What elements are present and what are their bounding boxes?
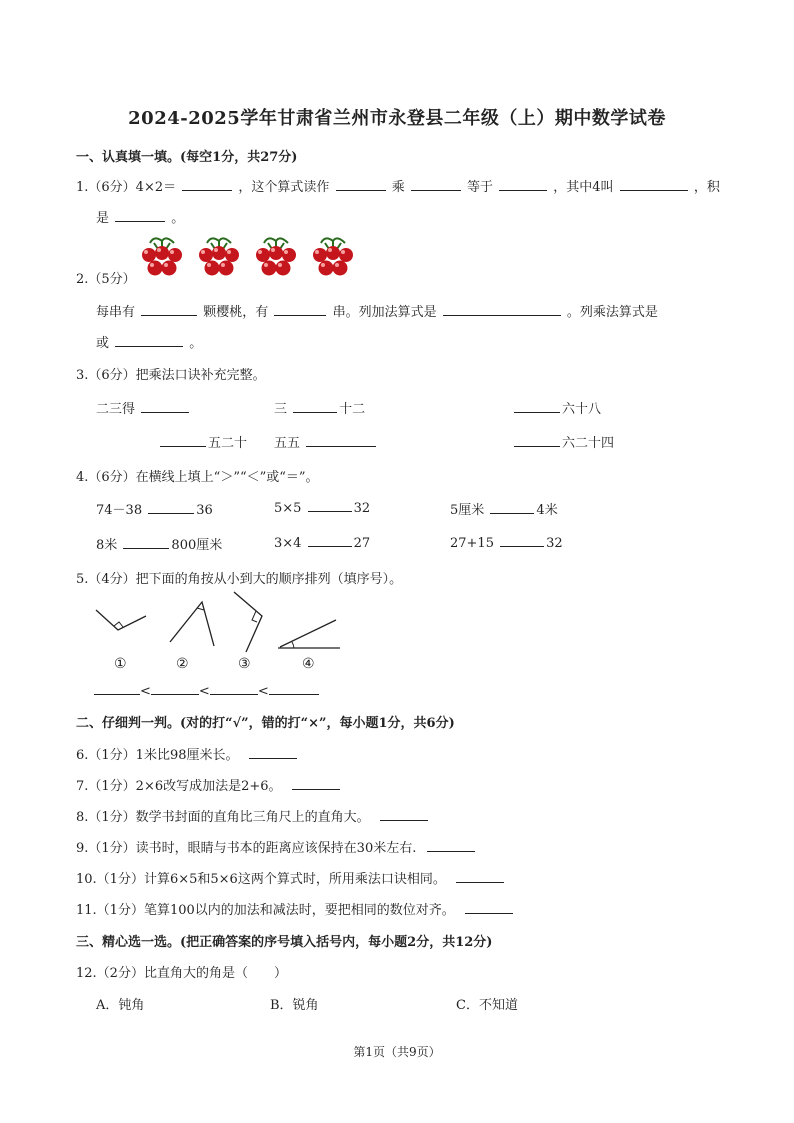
q4-text: 4米 — [536, 503, 558, 518]
q1-text: ，其中4叫 — [553, 180, 614, 195]
q4-text: 800厘米 — [171, 538, 223, 553]
q4-blank[interactable] — [308, 534, 352, 547]
q4-item-d — [96, 534, 222, 553]
judge-text: 10.（1分）计算6×5和5×6这两个算式时，所用乘法口诀相同。 — [76, 872, 446, 887]
q3-text: 二三得 — [96, 402, 136, 417]
q4-text: 74－38 — [96, 503, 143, 518]
q4-text: 5厘米 — [450, 503, 485, 518]
q4-blank[interactable] — [490, 501, 534, 514]
angle-label-1: ① — [114, 656, 127, 672]
q4-blank[interactable] — [123, 536, 169, 549]
q2-text: 颗樱桃，有 — [203, 305, 269, 320]
q3-r2c2 — [274, 432, 378, 451]
q1-text: ，这个算式读作 — [238, 180, 330, 195]
q4-text: 3×4 — [274, 536, 302, 551]
q2-line1 — [96, 301, 658, 320]
q3-r1c1 — [96, 398, 191, 417]
angle-label-4: ④ — [302, 656, 315, 672]
q5-stem: 5.（4分）把下面的角按从小到大的顺序排列（填序号）。 — [76, 572, 403, 587]
q3-stem: 3.（6分）把乘法口诀补充完整。 — [76, 368, 266, 383]
q4-text: 27+15 — [450, 536, 494, 551]
q1-text: 是 — [96, 211, 110, 226]
q2-blank-per-bunch[interactable] — [141, 303, 197, 316]
section2-heading: 二、仔细判一判。(对的打“√”，错的打“×”，每小题1分，共6分) — [76, 716, 455, 731]
angle-figures — [90, 590, 350, 650]
angle-label-2: ② — [176, 656, 189, 672]
q4-item-b — [274, 499, 370, 516]
less-than-sign: < — [140, 684, 151, 699]
q4-blank[interactable] — [308, 499, 352, 512]
judge-text: 8.（1分）数学书封面的直角比三角尺上的直角大。 — [76, 810, 370, 825]
q1-line1 — [76, 176, 720, 195]
q3-blank[interactable] — [141, 400, 189, 413]
q12-option-c[interactable]: C．不知道 — [456, 998, 518, 1013]
q2-blank-bunches[interactable] — [274, 303, 326, 316]
judge-item — [76, 775, 342, 794]
q4-item-a — [96, 499, 213, 518]
judge-blank[interactable] — [465, 901, 513, 914]
judge-text: 9.（1分）读书时，眼睛与书本的距离应该保持在30米左右. — [76, 841, 417, 856]
q1-text: 。 — [171, 211, 185, 226]
q1-text: 1.（6分）4×2＝ — [76, 180, 177, 195]
q3-r2c3 — [512, 432, 614, 451]
q5-blank[interactable] — [269, 682, 319, 695]
section3-heading: 三、精心选一选。(把正确答案的序号填入括号内，每小题2分，共12分) — [76, 935, 493, 950]
q1-text: 等于 — [466, 180, 493, 195]
judge-text: 7.（1分）2×6改写成加法是2+6。 — [76, 779, 282, 794]
judge-blank[interactable] — [427, 839, 475, 852]
angle-4-shape — [278, 620, 340, 648]
q2-text: 。 — [189, 336, 203, 351]
section1-heading: 一、认真填一填。(每空1分，共27分) — [76, 150, 298, 165]
angle-3-shape — [234, 592, 262, 652]
judge-blank[interactable] — [380, 808, 428, 821]
judge-item — [76, 806, 430, 825]
q2-blank-addition[interactable] — [443, 303, 561, 316]
q4-text: 36 — [196, 503, 213, 518]
q3-r1c3 — [512, 398, 601, 417]
q1-blank-product[interactable] — [182, 178, 232, 191]
q2-text: 或 — [96, 336, 110, 351]
q1-blank-product-name[interactable] — [115, 209, 165, 222]
q3-r1c2 — [274, 398, 365, 417]
page-footer: 第1页（共9页） — [353, 1045, 441, 1059]
q1-text: 乘 — [391, 180, 405, 195]
q12-option-a[interactable]: A．钝角 — [96, 998, 145, 1013]
q12-option-b[interactable]: B．锐角 — [270, 998, 319, 1013]
q3-text: 十二 — [339, 402, 366, 417]
q3-text: 五五 — [274, 436, 301, 451]
angle-2-shape — [170, 602, 214, 646]
q3-blank[interactable] — [293, 400, 337, 413]
q4-text: 8米 — [96, 538, 118, 553]
q3-r2c1 — [158, 432, 247, 451]
judge-blank[interactable] — [292, 777, 340, 790]
q3-blank[interactable] — [514, 400, 560, 413]
q4-item-f — [450, 534, 563, 551]
q2-blank-multiplication[interactable] — [115, 334, 183, 347]
judge-text: 6.（1分）1米比98厘米长。 — [76, 748, 239, 763]
less-than-sign: < — [257, 684, 269, 699]
q4-text: 32 — [546, 536, 563, 551]
judge-item — [76, 868, 506, 887]
q2-text: 串。列加法算式是 — [332, 305, 437, 320]
q4-blank[interactable] — [500, 534, 544, 547]
q1-text: ，积 — [693, 180, 720, 195]
judge-item — [76, 899, 515, 918]
q5-blank[interactable] — [210, 682, 258, 695]
judge-blank[interactable] — [456, 870, 504, 883]
q3-text: 六十八 — [562, 402, 602, 417]
q3-blank[interactable] — [514, 434, 560, 447]
q2-text: 每串有 — [96, 305, 136, 320]
q4-text: 32 — [353, 501, 371, 516]
q3-blank[interactable] — [160, 434, 206, 447]
q2-number: 2.（5分） — [76, 272, 136, 287]
q5-blank[interactable] — [151, 682, 199, 695]
judge-blank[interactable] — [249, 746, 297, 759]
q3-text: 六二十四 — [562, 436, 615, 451]
q4-text: 27 — [353, 536, 371, 551]
angle-label-3: ③ — [238, 656, 251, 672]
q5-blank[interactable] — [94, 682, 140, 695]
q5-answer-line — [94, 682, 319, 699]
q1-blank-read1[interactable] — [336, 178, 386, 191]
q2-line2 — [96, 332, 202, 351]
page-title: 2024-2025学年甘肃省兰州市永登县二年级（上）期中数学试卷 — [128, 108, 666, 129]
cherry-bunches-image — [140, 235, 360, 281]
q4-item-c — [450, 499, 558, 518]
judge-text: 11.（1分）笔算100以内的加法和减法时，要把相同的数位对齐。 — [76, 903, 455, 918]
q1-blank-factor[interactable] — [620, 178, 688, 191]
angle-1-shape — [96, 610, 146, 630]
q4-text: 5×5 — [274, 501, 302, 516]
judge-item — [76, 837, 477, 856]
q4-item-e — [274, 534, 370, 551]
less-than-sign: < — [198, 684, 210, 699]
q1-line2 — [96, 207, 184, 226]
q1-blank-read2[interactable] — [411, 178, 461, 191]
q1-blank-result[interactable] — [499, 178, 547, 191]
q3-text: 五二十 — [208, 436, 248, 451]
q4-blank[interactable] — [148, 501, 194, 514]
q3-text: 三 — [274, 402, 288, 417]
q12-stem: 12.（2分）比直角大的角是（ ） — [76, 966, 287, 981]
q2-text: 。列乘法算式是 — [566, 305, 658, 320]
judge-item — [76, 744, 299, 763]
q3-blank[interactable] — [306, 434, 376, 447]
q4-stem: 4.（6分）在横线上填上“＞”“＜”或“＝”。 — [76, 470, 319, 485]
